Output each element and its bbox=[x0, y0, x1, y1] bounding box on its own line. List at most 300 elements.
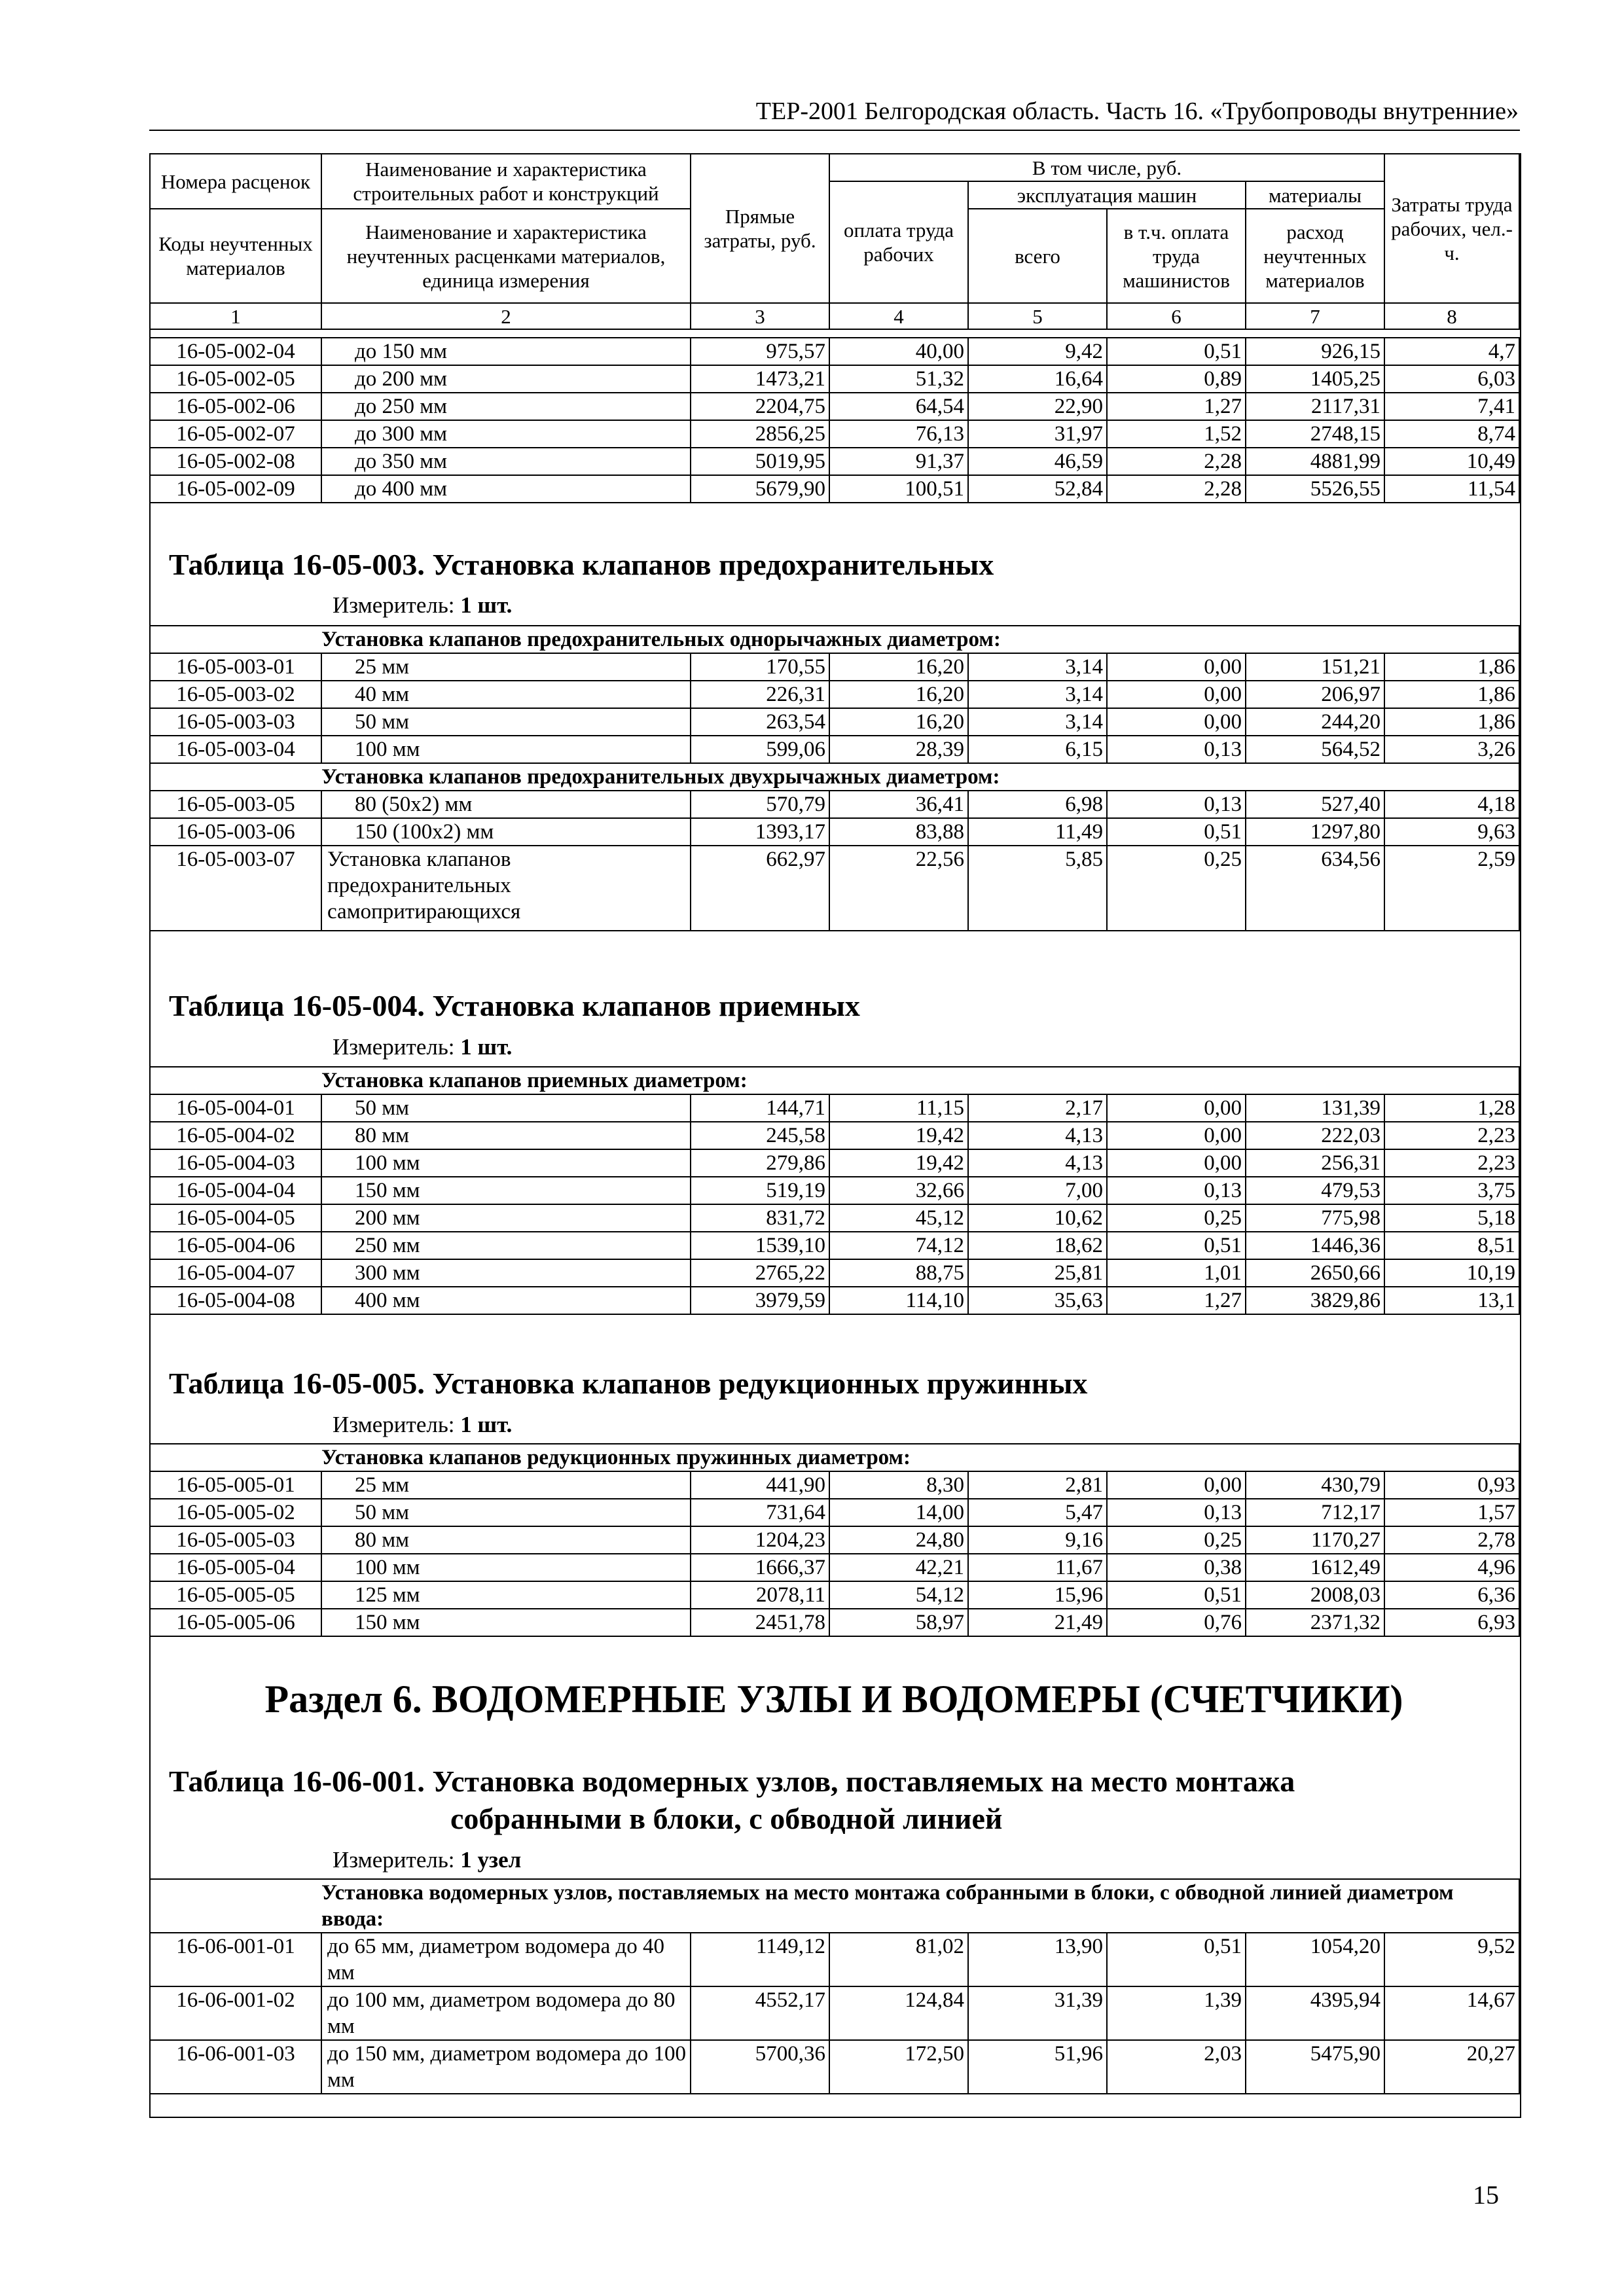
rate-name: 25 мм bbox=[321, 653, 691, 681]
table-row bbox=[150, 1581, 1519, 1609]
cell-labor-pay: 42,21 bbox=[829, 1554, 968, 1581]
cell-machinist-pay: 0,00 bbox=[1107, 1149, 1246, 1177]
cell-direct-cost: 2204,75 bbox=[691, 393, 829, 420]
table-row bbox=[150, 1986, 1519, 2040]
cell-machines-total: 7,00 bbox=[968, 1177, 1107, 1204]
header-col4: оплата труда рабочих bbox=[829, 181, 968, 303]
cell-machines-total: 3,14 bbox=[968, 681, 1107, 708]
cell-labor-pay: 36,41 bbox=[829, 791, 968, 818]
cell-direct-cost: 1539,10 bbox=[691, 1232, 829, 1259]
table-row bbox=[150, 1499, 1519, 1526]
table-row bbox=[150, 1204, 1519, 1232]
cell-machines-total: 31,97 bbox=[968, 420, 1107, 448]
cell-machines-total: 31,39 bbox=[968, 1986, 1107, 2040]
measure-004 bbox=[333, 1034, 512, 1060]
rate-code: 16-05-004-01 bbox=[150, 1094, 321, 1122]
cell-machines-total: 2,17 bbox=[968, 1094, 1107, 1122]
header-num: 1 bbox=[150, 303, 321, 329]
rate-name: 200 мм bbox=[321, 1204, 691, 1232]
table-row bbox=[150, 1471, 1519, 1499]
table-row bbox=[150, 736, 1519, 763]
rates-table-005 bbox=[149, 1443, 1520, 1637]
cell-labor-hours: 0,93 bbox=[1384, 1471, 1519, 1499]
cell-machinist-pay: 0,00 bbox=[1107, 1094, 1246, 1122]
measure-value: 1 шт. bbox=[460, 592, 513, 618]
cell-machinist-pay: 2,28 bbox=[1107, 475, 1246, 503]
cell-machines-total: 51,96 bbox=[968, 2040, 1107, 2094]
cell-labor-pay: 88,75 bbox=[829, 1259, 968, 1287]
rate-name: 50 мм bbox=[321, 1094, 691, 1122]
rate-code: 16-05-003-04 bbox=[150, 736, 321, 763]
rate-code: 16-05-004-02 bbox=[150, 1122, 321, 1149]
cell-labor-pay: 14,00 bbox=[829, 1499, 968, 1526]
cell-direct-cost: 570,79 bbox=[691, 791, 829, 818]
table-row bbox=[150, 708, 1519, 736]
table-row bbox=[150, 1149, 1519, 1177]
cell-labor-hours: 4,7 bbox=[1384, 338, 1519, 365]
cell-direct-cost: 662,97 bbox=[691, 846, 829, 931]
header-rule bbox=[149, 130, 1520, 131]
cell-labor-hours: 10,49 bbox=[1384, 448, 1519, 475]
header-group: В том числе, руб. bbox=[829, 154, 1384, 181]
running-header: ТЕР-2001 Белгородская область. Часть 16. «Трубопроводы внутренние» bbox=[755, 98, 1519, 125]
rate-code: 16-05-004-06 bbox=[150, 1232, 321, 1259]
cell-machinist-pay: 0,25 bbox=[1107, 846, 1246, 931]
header-col7: расход неучтенных материалов bbox=[1246, 209, 1384, 303]
cell-labor-pay: 40,00 bbox=[829, 338, 968, 365]
rate-name: до 300 мм bbox=[321, 420, 691, 448]
cell-materials: 3829,86 bbox=[1246, 1287, 1384, 1314]
cell-labor-hours: 13,1 bbox=[1384, 1287, 1519, 1314]
cell-machines-total: 35,63 bbox=[968, 1287, 1107, 1314]
measure-label: Измеритель: bbox=[333, 1847, 455, 1873]
cell-machines-total: 6,98 bbox=[968, 791, 1107, 818]
cell-labor-pay: 28,39 bbox=[829, 736, 968, 763]
cell-labor-pay: 114,10 bbox=[829, 1287, 968, 1314]
cell-labor-pay: 83,88 bbox=[829, 818, 968, 846]
rate-code: 16-05-002-06 bbox=[150, 393, 321, 420]
cell-labor-hours: 2,78 bbox=[1384, 1526, 1519, 1554]
cell-labor-pay: 11,15 bbox=[829, 1094, 968, 1122]
measure-006 bbox=[333, 1847, 521, 1873]
cell-labor-hours: 2,23 bbox=[1384, 1122, 1519, 1149]
cell-materials: 4395,94 bbox=[1246, 1986, 1384, 2040]
cell-labor-hours: 4,96 bbox=[1384, 1554, 1519, 1581]
cell-labor-pay: 58,97 bbox=[829, 1609, 968, 1636]
cell-machines-total: 9,42 bbox=[968, 338, 1107, 365]
rate-name: 40 мм bbox=[321, 681, 691, 708]
cell-direct-cost: 831,72 bbox=[691, 1204, 829, 1232]
rate-code: 16-06-001-03 bbox=[150, 2040, 321, 2094]
rate-name: Установка клапанов предохранительных самопритирающихся bbox=[321, 846, 691, 931]
cell-machines-total: 11,67 bbox=[968, 1554, 1107, 1581]
table-row bbox=[150, 338, 1519, 365]
cell-labor-pay: 8,30 bbox=[829, 1471, 968, 1499]
measure-005 bbox=[333, 1412, 512, 1438]
rate-name: 80 (50х2) мм bbox=[321, 791, 691, 818]
cell-labor-pay: 91,37 bbox=[829, 448, 968, 475]
measure-label: Измеритель: bbox=[333, 1412, 455, 1437]
measure-value: 1 шт. bbox=[460, 1412, 513, 1437]
table-title-003: Таблица 16-05-003. Установка клапанов предохранительных bbox=[169, 548, 994, 581]
cell-labor-pay: 124,84 bbox=[829, 1986, 968, 2040]
cell-machines-total: 25,81 bbox=[968, 1259, 1107, 1287]
rate-name: до 65 мм, диаметром водомера до 40 мм bbox=[321, 1933, 691, 1986]
cell-labor-pay: 74,12 bbox=[829, 1232, 968, 1259]
header-num: 2 bbox=[321, 303, 691, 329]
table-title-006: Таблица 16-06-001. Установка водомерных узлов, поставляемых на место монтажа bbox=[169, 1765, 1295, 1798]
cell-machinist-pay: 0,51 bbox=[1107, 338, 1246, 365]
cell-materials: 5526,55 bbox=[1246, 475, 1384, 503]
cell-direct-cost: 599,06 bbox=[691, 736, 829, 763]
cell-machinist-pay: 0,13 bbox=[1107, 791, 1246, 818]
cell-direct-cost: 144,71 bbox=[691, 1094, 829, 1122]
cell-direct-cost: 1204,23 bbox=[691, 1526, 829, 1554]
cell-materials: 2117,31 bbox=[1246, 393, 1384, 420]
cell-labor-hours: 1,86 bbox=[1384, 681, 1519, 708]
cell-machinist-pay: 0,51 bbox=[1107, 1581, 1246, 1609]
cell-materials: 1612,49 bbox=[1246, 1554, 1384, 1581]
cell-labor-hours: 8,74 bbox=[1384, 420, 1519, 448]
cell-machinist-pay: 0,51 bbox=[1107, 818, 1246, 846]
table-row bbox=[150, 791, 1519, 818]
header-col1-bottom: Коды неучтенных материалов bbox=[150, 209, 321, 303]
rate-name: до 200 мм bbox=[321, 365, 691, 393]
cell-materials: 564,52 bbox=[1246, 736, 1384, 763]
cell-machines-total: 5,85 bbox=[968, 846, 1107, 931]
table-row bbox=[150, 1094, 1519, 1122]
cell-direct-cost: 170,55 bbox=[691, 653, 829, 681]
table-row bbox=[150, 1259, 1519, 1287]
rate-code: 16-05-003-02 bbox=[150, 681, 321, 708]
rate-code: 16-05-003-07 bbox=[150, 846, 321, 931]
cell-direct-cost: 2765,22 bbox=[691, 1259, 829, 1287]
subheading: Установка клапанов редукционных пружинных диаметром: bbox=[321, 1444, 1519, 1471]
cell-materials: 527,40 bbox=[1246, 791, 1384, 818]
rate-name: до 400 мм bbox=[321, 475, 691, 503]
cell-machinist-pay: 0,51 bbox=[1107, 1232, 1246, 1259]
rate-code: 16-05-002-04 bbox=[150, 338, 321, 365]
cell-materials: 131,39 bbox=[1246, 1094, 1384, 1122]
cell-machines-total: 15,96 bbox=[968, 1581, 1107, 1609]
cell-labor-hours: 6,36 bbox=[1384, 1581, 1519, 1609]
cell-machinist-pay: 0,76 bbox=[1107, 1609, 1246, 1636]
cell-labor-hours: 6,93 bbox=[1384, 1609, 1519, 1636]
rates-table-006 bbox=[149, 1878, 1520, 2094]
cell-materials: 151,21 bbox=[1246, 653, 1384, 681]
cell-machines-total: 3,14 bbox=[968, 708, 1107, 736]
cell-labor-hours: 14,67 bbox=[1384, 1986, 1519, 2040]
rate-name: 150 мм bbox=[321, 1609, 691, 1636]
table-title-005: Таблица 16-05-005. Установка клапанов редукционных пружинных bbox=[169, 1367, 1088, 1400]
table-row bbox=[150, 475, 1519, 503]
cell-direct-cost: 441,90 bbox=[691, 1471, 829, 1499]
cell-materials: 5475,90 bbox=[1246, 2040, 1384, 2094]
rate-code: 16-05-003-05 bbox=[150, 791, 321, 818]
measure-value: 1 шт. bbox=[460, 1034, 513, 1060]
cell-materials: 4881,99 bbox=[1246, 448, 1384, 475]
rate-code: 16-05-002-09 bbox=[150, 475, 321, 503]
cell-materials: 634,56 bbox=[1246, 846, 1384, 931]
cell-materials: 1170,27 bbox=[1246, 1526, 1384, 1554]
cell-labor-pay: 172,50 bbox=[829, 2040, 968, 2094]
header-col8: Затраты труда рабочих, чел.-ч. bbox=[1384, 154, 1519, 303]
cell-materials: 775,98 bbox=[1246, 1204, 1384, 1232]
rate-code: 16-05-005-04 bbox=[150, 1554, 321, 1581]
cell-materials: 1297,80 bbox=[1246, 818, 1384, 846]
cell-machinist-pay: 2,03 bbox=[1107, 2040, 1246, 2094]
header-num: 8 bbox=[1384, 303, 1519, 329]
cell-labor-pay: 76,13 bbox=[829, 420, 968, 448]
cell-machinist-pay: 0,25 bbox=[1107, 1204, 1246, 1232]
cell-machinist-pay: 0,13 bbox=[1107, 736, 1246, 763]
rate-name: до 100 мм, диаметром водомера до 80 мм bbox=[321, 1986, 691, 2040]
header-col2-bottom: Наименование и характеристика неучтенных расценками материалов, единица измерения bbox=[321, 209, 691, 303]
table-row bbox=[150, 1933, 1519, 1986]
cell-labor-hours: 2,59 bbox=[1384, 846, 1519, 931]
cell-machinist-pay: 0,51 bbox=[1107, 1933, 1246, 1986]
cell-labor-hours: 11,54 bbox=[1384, 475, 1519, 503]
rate-name: до 350 мм bbox=[321, 448, 691, 475]
table-title-004: Таблица 16-05-004. Установка клапанов приемных bbox=[169, 989, 860, 1022]
cell-machinist-pay: 1,01 bbox=[1107, 1259, 1246, 1287]
rate-name: 80 мм bbox=[321, 1122, 691, 1149]
cell-materials: 1446,36 bbox=[1246, 1232, 1384, 1259]
rate-name: 150 мм bbox=[321, 1177, 691, 1204]
cell-direct-cost: 519,19 bbox=[691, 1177, 829, 1204]
cell-labor-pay: 19,42 bbox=[829, 1149, 968, 1177]
cell-direct-cost: 1666,37 bbox=[691, 1554, 829, 1581]
header-num: 4 bbox=[829, 303, 968, 329]
rate-code: 16-05-005-02 bbox=[150, 1499, 321, 1526]
cell-machinist-pay: 1,52 bbox=[1107, 420, 1246, 448]
cell-machinist-pay: 0,00 bbox=[1107, 708, 1246, 736]
cell-labor-pay: 16,20 bbox=[829, 653, 968, 681]
table-row bbox=[150, 1177, 1519, 1204]
rate-code: 16-05-005-06 bbox=[150, 1609, 321, 1636]
table-title-006-line2: собранными в блоки, с обводной линией bbox=[450, 1802, 1003, 1835]
cell-labor-hours: 8,51 bbox=[1384, 1232, 1519, 1259]
cell-labor-hours: 2,23 bbox=[1384, 1149, 1519, 1177]
header-num: 7 bbox=[1246, 303, 1384, 329]
cell-labor-hours: 1,86 bbox=[1384, 708, 1519, 736]
rate-name: 25 мм bbox=[321, 1471, 691, 1499]
page-number: 15 bbox=[1473, 2180, 1499, 2210]
rate-code: 16-05-003-01 bbox=[150, 653, 321, 681]
cell-machinist-pay: 0,00 bbox=[1107, 1471, 1246, 1499]
rate-code: 16-05-005-01 bbox=[150, 1471, 321, 1499]
cell-labor-hours: 3,75 bbox=[1384, 1177, 1519, 1204]
header-machines: эксплуатация машин bbox=[968, 181, 1246, 209]
subheading: Установка водомерных узлов, поставляемых на место монтажа собранными в блоки, с обводной линией диаметром ввода: bbox=[321, 1879, 1519, 1933]
rate-name: до 150 мм, диаметром водомера до 100 мм bbox=[321, 2040, 691, 2094]
rate-name: до 150 мм bbox=[321, 338, 691, 365]
cell-labor-pay: 16,20 bbox=[829, 708, 968, 736]
cell-machinist-pay: 1,27 bbox=[1107, 1287, 1246, 1314]
cell-machines-total: 13,90 bbox=[968, 1933, 1107, 1986]
cell-machines-total: 4,13 bbox=[968, 1122, 1107, 1149]
rate-code: 16-05-005-05 bbox=[150, 1581, 321, 1609]
cell-direct-cost: 263,54 bbox=[691, 708, 829, 736]
cell-materials: 926,15 bbox=[1246, 338, 1384, 365]
table-row bbox=[150, 420, 1519, 448]
table-row bbox=[150, 2040, 1519, 2094]
cell-direct-cost: 2856,25 bbox=[691, 420, 829, 448]
cell-machinist-pay: 0,13 bbox=[1107, 1499, 1246, 1526]
cell-machines-total: 21,49 bbox=[968, 1609, 1107, 1636]
rate-code: 16-05-002-07 bbox=[150, 420, 321, 448]
measure-label: Измеритель: bbox=[333, 1034, 455, 1060]
rate-code: 16-05-005-03 bbox=[150, 1526, 321, 1554]
cell-labor-hours: 9,52 bbox=[1384, 1933, 1519, 1986]
table-row bbox=[150, 1526, 1519, 1554]
cell-machines-total: 18,62 bbox=[968, 1232, 1107, 1259]
cell-direct-cost: 5679,90 bbox=[691, 475, 829, 503]
subheading: Установка клапанов предохранительных однорычажных диаметром: bbox=[321, 626, 1519, 653]
cell-direct-cost: 226,31 bbox=[691, 681, 829, 708]
cell-labor-hours: 5,18 bbox=[1384, 1204, 1519, 1232]
rate-code: 16-05-004-03 bbox=[150, 1149, 321, 1177]
cell-machinist-pay: 0,00 bbox=[1107, 653, 1246, 681]
rate-name: 50 мм bbox=[321, 1499, 691, 1526]
cell-direct-cost: 279,86 bbox=[691, 1149, 829, 1177]
cell-machinist-pay: 2,28 bbox=[1107, 448, 1246, 475]
cell-labor-pay: 51,32 bbox=[829, 365, 968, 393]
table-row bbox=[150, 1232, 1519, 1259]
cell-labor-pay: 19,42 bbox=[829, 1122, 968, 1149]
cell-labor-hours: 9,63 bbox=[1384, 818, 1519, 846]
cell-direct-cost: 731,64 bbox=[691, 1499, 829, 1526]
cell-labor-hours: 7,41 bbox=[1384, 393, 1519, 420]
table-row bbox=[150, 846, 1519, 931]
cell-machines-total: 3,14 bbox=[968, 653, 1107, 681]
cell-machinist-pay: 0,00 bbox=[1107, 681, 1246, 708]
cell-labor-hours: 3,26 bbox=[1384, 736, 1519, 763]
cell-labor-hours: 4,18 bbox=[1384, 791, 1519, 818]
measure-003 bbox=[333, 592, 512, 619]
section-title: Раздел 6. ВОДОМЕРНЫЕ УЗЛЫ И ВОДОМЕРЫ (СЧЕТЧИКИ) bbox=[264, 1677, 1403, 1721]
rate-name: 50 мм bbox=[321, 708, 691, 736]
table-row bbox=[150, 653, 1519, 681]
cell-labor-hours: 20,27 bbox=[1384, 2040, 1519, 2094]
column-header-table bbox=[149, 153, 1520, 330]
header-col6: в т.ч. оплата труда машинистов bbox=[1107, 209, 1246, 303]
rates-table-004 bbox=[149, 1066, 1520, 1315]
cell-labor-pay: 54,12 bbox=[829, 1581, 968, 1609]
cell-machines-total: 22,90 bbox=[968, 393, 1107, 420]
rate-code: 16-05-004-04 bbox=[150, 1177, 321, 1204]
rate-code: 16-05-003-06 bbox=[150, 818, 321, 846]
cell-machinist-pay: 0,89 bbox=[1107, 365, 1246, 393]
cell-materials: 430,79 bbox=[1246, 1471, 1384, 1499]
rate-name: 100 мм bbox=[321, 736, 691, 763]
cell-labor-pay: 16,20 bbox=[829, 681, 968, 708]
cell-labor-hours: 6,03 bbox=[1384, 365, 1519, 393]
cell-labor-hours: 1,57 bbox=[1384, 1499, 1519, 1526]
cell-materials: 244,20 bbox=[1246, 708, 1384, 736]
cell-direct-cost: 2451,78 bbox=[691, 1609, 829, 1636]
rate-name: 250 мм bbox=[321, 1232, 691, 1259]
header-num: 3 bbox=[691, 303, 829, 329]
rate-name: 80 мм bbox=[321, 1526, 691, 1554]
table-row bbox=[150, 393, 1519, 420]
cell-labor-pay: 81,02 bbox=[829, 1933, 968, 1986]
cell-materials: 2008,03 bbox=[1246, 1581, 1384, 1609]
rate-name: 100 мм bbox=[321, 1149, 691, 1177]
cell-direct-cost: 3979,59 bbox=[691, 1287, 829, 1314]
cell-labor-hours: 1,28 bbox=[1384, 1094, 1519, 1122]
cell-machines-total: 11,49 bbox=[968, 818, 1107, 846]
rate-code: 16-06-001-01 bbox=[150, 1933, 321, 1986]
cell-machinist-pay: 0,25 bbox=[1107, 1526, 1246, 1554]
cell-machines-total: 6,15 bbox=[968, 736, 1107, 763]
cell-direct-cost: 1473,21 bbox=[691, 365, 829, 393]
table-row bbox=[150, 1122, 1519, 1149]
rate-code: 16-05-002-08 bbox=[150, 448, 321, 475]
cell-materials: 479,53 bbox=[1246, 1177, 1384, 1204]
table-row bbox=[150, 365, 1519, 393]
table-row bbox=[150, 681, 1519, 708]
rate-name: 125 мм bbox=[321, 1581, 691, 1609]
rate-code: 16-05-004-05 bbox=[150, 1204, 321, 1232]
rate-name: до 250 мм bbox=[321, 393, 691, 420]
cell-direct-cost: 5700,36 bbox=[691, 2040, 829, 2094]
cell-machines-total: 5,47 bbox=[968, 1499, 1107, 1526]
rate-code: 16-05-003-03 bbox=[150, 708, 321, 736]
table-row bbox=[150, 818, 1519, 846]
rate-name: 100 мм bbox=[321, 1554, 691, 1581]
cell-direct-cost: 4552,17 bbox=[691, 1986, 829, 2040]
cell-machinist-pay: 0,38 bbox=[1107, 1554, 1246, 1581]
cell-labor-pay: 32,66 bbox=[829, 1177, 968, 1204]
rate-name: 400 мм bbox=[321, 1287, 691, 1314]
cell-machines-total: 10,62 bbox=[968, 1204, 1107, 1232]
cell-machines-total: 4,13 bbox=[968, 1149, 1107, 1177]
subheading: Установка клапанов приемных диаметром: bbox=[321, 1067, 1519, 1094]
cell-materials: 1054,20 bbox=[1246, 1933, 1384, 1986]
subheading: Установка клапанов предохранительных двухрычажных диаметром: bbox=[321, 763, 1519, 791]
rate-code: 16-06-001-02 bbox=[150, 1986, 321, 2040]
cell-labor-pay: 22,56 bbox=[829, 846, 968, 931]
cell-labor-pay: 100,51 bbox=[829, 475, 968, 503]
rates-table-002 bbox=[149, 337, 1520, 503]
cell-materials: 2371,32 bbox=[1246, 1609, 1384, 1636]
cell-direct-cost: 1149,12 bbox=[691, 1933, 829, 1986]
table-row bbox=[150, 448, 1519, 475]
rate-name: 150 (100х2) мм bbox=[321, 818, 691, 846]
cell-machines-total: 46,59 bbox=[968, 448, 1107, 475]
table-row bbox=[150, 1554, 1519, 1581]
rate-name: 300 мм bbox=[321, 1259, 691, 1287]
header-col5: всего bbox=[968, 209, 1107, 303]
cell-machines-total: 16,64 bbox=[968, 365, 1107, 393]
rate-code: 16-05-002-05 bbox=[150, 365, 321, 393]
cell-direct-cost: 245,58 bbox=[691, 1122, 829, 1149]
cell-machines-total: 52,84 bbox=[968, 475, 1107, 503]
cell-labor-hours: 1,86 bbox=[1384, 653, 1519, 681]
cell-machines-total: 9,16 bbox=[968, 1526, 1107, 1554]
cell-direct-cost: 975,57 bbox=[691, 338, 829, 365]
cell-machinist-pay: 0,00 bbox=[1107, 1122, 1246, 1149]
rate-code: 16-05-004-07 bbox=[150, 1259, 321, 1287]
header-col1-top: Номера расценок bbox=[150, 154, 321, 209]
rate-code: 16-05-004-08 bbox=[150, 1287, 321, 1314]
cell-materials: 712,17 bbox=[1246, 1499, 1384, 1526]
cell-direct-cost: 5019,95 bbox=[691, 448, 829, 475]
rates-table-003 bbox=[149, 625, 1520, 931]
cell-labor-hours: 10,19 bbox=[1384, 1259, 1519, 1287]
table-row bbox=[150, 1609, 1519, 1636]
